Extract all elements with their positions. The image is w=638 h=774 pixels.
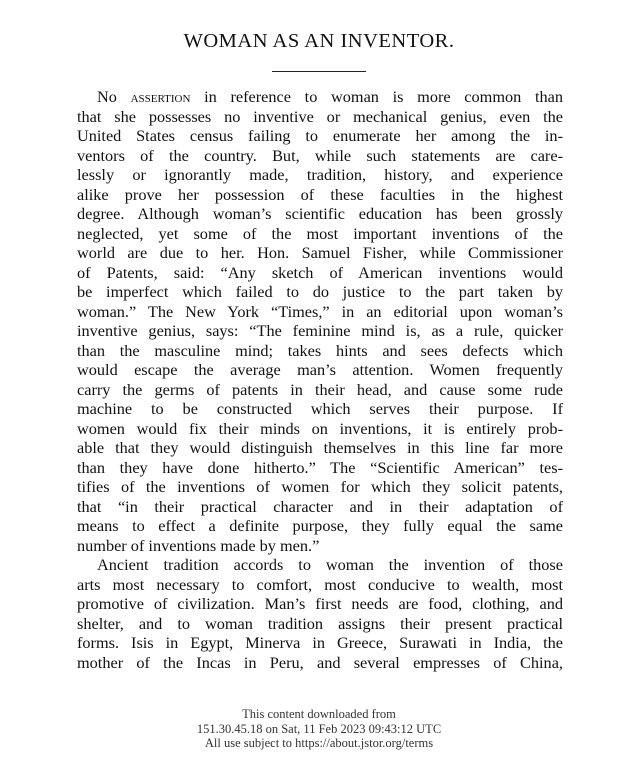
- text-line: than they have done hitherto.” The “Scientific American” tes-: [77, 457, 563, 477]
- text-line: Ancient tradition accords to woman the invention of those: [97, 555, 563, 574]
- article-body: [77, 87, 563, 672]
- text-line: forms. Isis in Egypt, Minerva in Greece, Surawati in India, the: [77, 633, 563, 652]
- text-line: machine to be constructed which serves their purpose. If: [77, 399, 563, 418]
- download-notice-line: This content downloaded from: [242, 707, 396, 721]
- text-line: shelter, and to woman tradition assigns their present practical: [77, 613, 563, 633]
- text-line: mother of the Incas in Peru, and several empresses of China,: [77, 652, 563, 672]
- download-notice: [0, 707, 638, 751]
- text-line: ventors of the country. But, while such statements are care-: [77, 145, 563, 165]
- text-line: number of inventions made by men.”: [77, 535, 320, 555]
- text-line: arts most necessary to comfort, most conducive to wealth, most: [77, 574, 563, 594]
- article-title: WOMAN AS AN INVENTOR.: [183, 30, 455, 52]
- text-line: carry the germs of patents in their head, and cause some rude: [77, 379, 563, 399]
- text-line: would escape the average man’s attention. Women frequently: [77, 360, 563, 379]
- text-line: of Patents, said: “Any sketch of American inventions would: [77, 262, 563, 282]
- terms-link[interactable]: All use subject to https://about.jstor.org/terms: [204, 736, 434, 750]
- text-line: inventive genius, says: “The feminine mind is, as a rule, quicker: [77, 321, 563, 340]
- title-divider: [272, 71, 366, 72]
- text-line: tifies of the inventions of women for which they solicit patents,: [77, 477, 563, 496]
- text-line: that she possesses no inventive or mechanical genius, even the: [77, 106, 563, 126]
- text-line: United States census failing to enumerate her among the in-: [77, 126, 563, 145]
- download-notice-line: 151.30.45.18 on Sat, 11 Feb 2023 09:43:12 UTC: [196, 721, 442, 736]
- paragraph-1: [77, 87, 563, 555]
- text-line: woman.” The New York “Times,” in an editorial upon woman’s: [77, 301, 563, 321]
- text-line: than the masculine mind; takes hints and sees defects which: [77, 340, 563, 360]
- text-line: able that they would distinguish themselves in this line far more: [77, 438, 563, 457]
- text-line: neglected, yet some of the most important inventions of the: [77, 223, 563, 243]
- text-line: be imperfect which failed to do justice to the part taken by: [77, 282, 563, 301]
- text-line: degree. Although woman’s scientific education has been grossly: [77, 204, 563, 223]
- text-line: world are due to her. Hon. Samuel Fisher, while Commissioner: [77, 243, 563, 262]
- text-line: [77, 87, 563, 107]
- text-line: means to effect a definite purpose, they fully equal the same: [77, 516, 563, 535]
- text-line: alike prove her possession of these faculties in the highest: [77, 184, 563, 204]
- text-line: promotive of civilization. Man’s first needs are food, clothing, and: [77, 594, 563, 613]
- line-rest: in reference to woman is more common than: [190, 87, 563, 106]
- text-line: women would fix their minds on inventions, it is entirely prob-: [77, 418, 563, 438]
- text-line: lessly or ignorantly made, tradition, history, and experience: [77, 165, 563, 184]
- text-line: that “in their practical character and in their adaptation of: [77, 496, 563, 516]
- lead-smallcaps: assertion: [116, 87, 191, 106]
- paragraph-2: [77, 555, 563, 672]
- lead-word: No: [97, 87, 117, 106]
